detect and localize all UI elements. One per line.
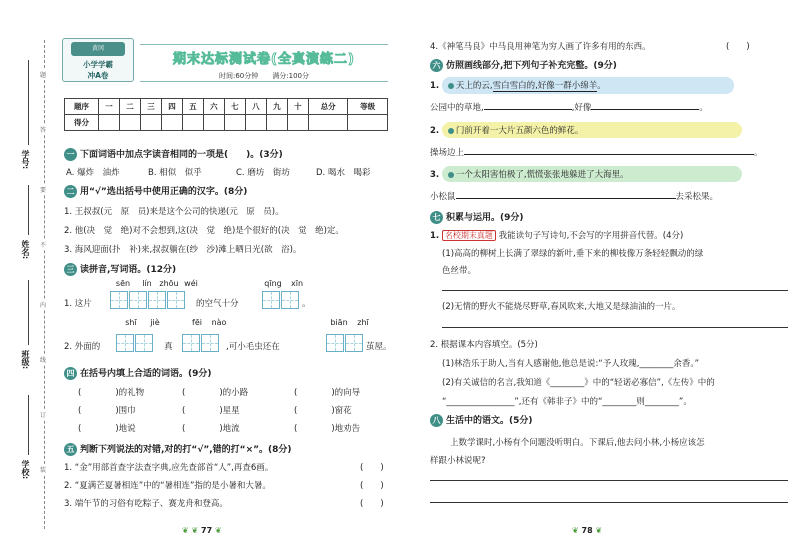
- fill-line-3: [430, 190, 718, 202]
- class-label: 班级:: [21, 350, 30, 370]
- judge-answer[interactable]: ( ): [360, 463, 384, 473]
- sprout-icon: ❦: [595, 526, 603, 535]
- writing-grid[interactable]: [182, 334, 220, 352]
- fill-cell[interactable]: ( )地流: [182, 424, 240, 434]
- exam-meta: 时间:60分钟 满分:100分: [219, 72, 309, 80]
- s3-q1-end: 。: [302, 299, 311, 309]
- cut-mark: 答: [40, 127, 47, 134]
- writing-grid[interactable]: [110, 291, 186, 309]
- writing-grid[interactable]: [262, 291, 300, 309]
- section-badge: 四: [64, 367, 77, 380]
- cut-mark: 内: [40, 302, 47, 309]
- s3-q2-end: 茧屋。: [366, 342, 392, 352]
- cut-mark: 要: [40, 187, 47, 194]
- judge-answer[interactable]: ( ): [360, 481, 384, 491]
- example-highlight: [442, 166, 742, 182]
- score-header: 总分: [308, 99, 348, 115]
- judge-answer[interactable]: ( ): [360, 499, 384, 509]
- score-row: [65, 115, 388, 131]
- binding-line: [44, 40, 45, 529]
- s3-q1-before: 1. 这片: [64, 299, 92, 309]
- fill-prefix: 操场边上: [430, 148, 465, 158]
- writing-grid[interactable]: [326, 334, 364, 352]
- s7-q2c: “________________”,还有《韩非子》中的“________则________”。: [442, 397, 692, 407]
- example-text: 门前开着一大片五颜六色的鲜花。: [455, 126, 584, 136]
- score-header: 四: [161, 99, 182, 115]
- writing-cell[interactable]: [345, 334, 363, 352]
- score-cell[interactable]: [224, 115, 245, 131]
- bullet-icon: [448, 128, 454, 134]
- pinyin: sēn: [115, 279, 131, 288]
- writing-cell[interactable]: [201, 334, 219, 352]
- score-header: 十: [287, 99, 308, 115]
- item-number: 1.: [430, 231, 440, 241]
- score-cell[interactable]: [182, 115, 203, 131]
- fill-end: 。: [754, 148, 763, 158]
- blank-field[interactable]: [464, 154, 754, 155]
- judge-line-2: 2. “夏满芒夏暑相连”中的“暑相连”指的是小暑和大暑。: [64, 481, 271, 491]
- section-6-heading: [430, 58, 617, 72]
- section-2-text: 用“√”选出括号中使用正确的汉字。(8分): [80, 187, 248, 197]
- score-cell[interactable]: [348, 115, 388, 131]
- section-7-heading: [430, 210, 524, 224]
- cut-mark: 题: [40, 72, 47, 79]
- fill-cell[interactable]: ( )星星: [182, 406, 240, 416]
- section-3-heading: [64, 262, 176, 276]
- brand-logo: 黄冈: [71, 42, 125, 56]
- item-number: 3.: [430, 170, 440, 180]
- fill-cell[interactable]: ( )的礼物: [78, 388, 145, 398]
- name-field[interactable]: [28, 185, 29, 235]
- score-header: 九: [266, 99, 287, 115]
- section-badge: 三: [64, 263, 77, 276]
- section-1-text: 下面词语中加点字读音相同的一项是( )。(3分): [80, 150, 283, 160]
- pinyin: xīn: [290, 279, 304, 288]
- option-b: B. 相似 似乎: [148, 168, 202, 178]
- s7-q1b: (2)无情的野火不能烧尽野草,春风吹来,大地又是绿油油的一片。: [442, 302, 681, 312]
- pinyin: nào: [211, 318, 227, 327]
- score-cell[interactable]: [99, 115, 120, 131]
- fill-middle: ,好像: [571, 103, 592, 113]
- bullet-icon: [448, 83, 454, 89]
- score-header: 一: [99, 99, 120, 115]
- score-header: 题序: [65, 99, 99, 115]
- example-underlined: 雪白雪白的,好像一群小绵羊: [492, 81, 598, 91]
- s7-q1a-cont: 色丝带。: [442, 266, 477, 276]
- blank-field[interactable]: [484, 109, 572, 110]
- example-3: [430, 166, 742, 182]
- example-text: 一个太阳害怕极了,慌慌张张地躲进了大海里。: [455, 170, 629, 180]
- fill-end: 。: [699, 103, 708, 113]
- cut-mark: 订: [40, 412, 47, 419]
- s7-q1-text: 我能读句子写诗句,不会写的字用拼音代替。(4分): [498, 231, 684, 241]
- fill-line-2: [430, 146, 763, 158]
- page-number-right: [572, 526, 602, 535]
- section-3-text: 读拼音,写词语。(12分): [80, 265, 177, 275]
- fill-prefix: 小松鼠: [430, 192, 456, 202]
- fill-cell[interactable]: ( )地说: [78, 424, 136, 434]
- writing-cell[interactable]: [182, 334, 200, 352]
- sprout-icon: ❦: [572, 526, 579, 535]
- writing-cell[interactable]: [281, 291, 299, 309]
- score-header-row: [65, 99, 388, 115]
- score-header: 八: [245, 99, 266, 115]
- section-badge: 八: [430, 414, 443, 427]
- score-row-label: 得分: [65, 115, 99, 131]
- q4-text: 4.《神笔马良》中马良用神笔为穷人画了许多有用的东西。: [430, 42, 651, 52]
- section-badge: 二: [64, 185, 77, 198]
- section-4-heading: [64, 366, 212, 380]
- fill-prefix: 公园中的草地,: [430, 103, 484, 113]
- blank-field[interactable]: [591, 109, 699, 110]
- s2-line-2: 2. 他(决 觉 绝)对不会想到,这(决 觉 绝)是个很好的(决 觉 绝)定。: [64, 226, 344, 236]
- brand-line-2: 冲A卷: [87, 71, 109, 80]
- writing-cell[interactable]: [129, 291, 147, 309]
- example-end: 。: [597, 81, 606, 91]
- pinyin: wéi: [184, 279, 198, 288]
- score-header: 六: [203, 99, 224, 115]
- fill-end: 去采松果。: [675, 192, 719, 202]
- name-label: 姓名:: [21, 240, 30, 260]
- section-badge: 一: [64, 148, 77, 161]
- brand-line-1: 小学学霸: [83, 60, 113, 69]
- s7-q2b: (2)有关诚信的名言,我知道《________》中的“轻诺必寡信”,《左传》中的: [442, 378, 715, 388]
- score-cell[interactable]: [140, 115, 161, 131]
- school-label: 学校:: [21, 460, 30, 480]
- score-table: [64, 98, 388, 131]
- answer-line[interactable]: [442, 327, 788, 328]
- right-page: [400, 0, 800, 549]
- s8-paragraph-2: 样跟小林说呢?: [430, 456, 486, 466]
- score-cell[interactable]: [203, 115, 224, 131]
- s7-q1: [430, 229, 683, 241]
- section-6-text: 仿照画线部分,把下列句子补充完整。(9分): [446, 61, 617, 71]
- writing-cell[interactable]: [262, 291, 280, 309]
- fill-cell[interactable]: ( )的小路: [182, 388, 249, 398]
- example-highlight: [442, 77, 734, 94]
- option-c: C. 磨坊 街坊: [236, 168, 290, 178]
- school-field[interactable]: [28, 395, 29, 455]
- binding-gutter: [0, 0, 56, 549]
- answer-line[interactable]: [430, 480, 788, 481]
- section-7-text: 积累与运用。(9分): [446, 213, 524, 223]
- cut-mark: 不: [40, 242, 47, 249]
- pinyin: qīng: [264, 279, 282, 288]
- score-cell[interactable]: [245, 115, 266, 131]
- fill-cell[interactable]: ( )的向导: [294, 388, 361, 398]
- fill-cell[interactable]: ( )地劝告: [294, 424, 361, 434]
- s2-line-1: 1. 王叔叔(元 原 员)来是这个公司的快递(元 原 员)。: [64, 207, 284, 217]
- page-number-left: [182, 526, 222, 535]
- writing-cell[interactable]: [116, 334, 134, 352]
- example-1: [430, 77, 734, 94]
- page-number-text: 78: [581, 526, 593, 535]
- section-8-text: 生活中的语文。(5分): [446, 416, 533, 426]
- score-cell[interactable]: [266, 115, 287, 131]
- judge-answer[interactable]: ( ): [726, 42, 750, 52]
- s8-paragraph-1: 上数学课时,小杨有个问题没听明白。下课后,他去问小林,小杨应该怎: [450, 438, 705, 448]
- section-1-heading: [64, 147, 283, 161]
- pinyin: lín: [142, 279, 152, 288]
- cut-mark: 线: [40, 357, 47, 364]
- option-d: D. 喝水 喝彩: [316, 168, 371, 178]
- s3-q2-middle2: ,可小毛虫还在: [226, 342, 280, 352]
- item-number: 1.: [430, 81, 440, 91]
- option-a: A. 爆炸 油炸: [66, 168, 120, 178]
- example-highlight: [442, 122, 742, 138]
- s2-line-3: 3. 海风迎面(扑 补)来,叔叔躺在(纱 沙)滩上晒日光(欲 浴)。: [64, 245, 302, 255]
- writing-cell[interactable]: [326, 334, 344, 352]
- brand-box: [62, 38, 134, 82]
- score-cell[interactable]: [308, 115, 348, 131]
- writing-cell[interactable]: [110, 291, 128, 309]
- judge-line-3: 3. 端午节的习俗有吃粽子、赛龙舟和登高。: [64, 499, 228, 509]
- score-header: 七: [224, 99, 245, 115]
- title-box: [140, 44, 388, 82]
- pinyin: biān: [330, 318, 348, 327]
- page-number-text: 77: [201, 526, 213, 535]
- fill-cell[interactable]: ( )窗花: [294, 406, 352, 416]
- student-id-field[interactable]: [28, 60, 29, 145]
- blank-field[interactable]: [456, 198, 676, 199]
- score-cell[interactable]: [119, 115, 140, 131]
- item-number: 2.: [430, 126, 440, 136]
- section-5-heading: [64, 442, 292, 456]
- pinyin: zhōu: [159, 279, 179, 288]
- s7-q2: 2. 根据课本内容填空。(5分): [430, 340, 538, 350]
- fill-cell[interactable]: ( )围巾: [78, 406, 136, 416]
- s3-q2-middle1: 真: [164, 342, 173, 352]
- sprout-icon: ❦ ❦: [182, 526, 199, 535]
- page-title: 期末达标测试卷(全真演练二): [173, 52, 355, 67]
- score-cell[interactable]: [287, 115, 308, 131]
- exam-tag: 名校期末真题: [442, 230, 496, 241]
- score-header: 二: [119, 99, 140, 115]
- answer-line[interactable]: [442, 290, 788, 291]
- writing-cell[interactable]: [167, 291, 185, 309]
- judge-line-1: 1. “金”用部首查字法查字典,应先查部首“人”,再查6画。: [64, 463, 274, 473]
- fill-line-1: [430, 101, 708, 113]
- score-header: 三: [140, 99, 161, 115]
- s3-q2-before: 2. 外面的: [64, 342, 101, 352]
- s7-q1a: (1)高高的柳树上长满了翠绿的新叶,垂下来的柳枝像万条轻轻飘动的绿: [442, 249, 704, 259]
- pinyin: shī: [125, 318, 137, 327]
- writing-grid[interactable]: [116, 334, 154, 352]
- s3-q1-middle: 的空气十分: [196, 299, 239, 309]
- section-4-text: 在括号内填上合适的词语。(9分): [80, 369, 212, 379]
- answer-line[interactable]: [430, 502, 788, 503]
- student-id-label: 学号:: [21, 150, 30, 170]
- writing-cell[interactable]: [135, 334, 153, 352]
- class-field[interactable]: [28, 280, 29, 345]
- section-badge: 五: [64, 443, 77, 456]
- example-prefix: 天上的云,: [455, 81, 493, 91]
- score-cell[interactable]: [161, 115, 182, 131]
- writing-cell[interactable]: [148, 291, 166, 309]
- section-badge: 六: [430, 59, 443, 72]
- section-badge: 七: [430, 211, 443, 224]
- cut-mark: 装: [40, 467, 47, 474]
- section-8-heading: [430, 413, 533, 427]
- pinyin: fēi: [192, 318, 202, 327]
- sprout-icon: ❦: [214, 526, 222, 535]
- score-header: 五: [182, 99, 203, 115]
- section-2-heading: [64, 184, 247, 198]
- example-2: [430, 122, 742, 138]
- pinyin: jiè: [150, 318, 160, 327]
- section-5-text: 判断下列说法的对错,对的打“√”,错的打“×”。(8分): [80, 445, 292, 455]
- s7-q2a: (1)林浩乐于助人,当有人感谢他,他总是说:“予人玫瑰,________余香。”: [442, 359, 700, 369]
- bullet-icon: [448, 172, 454, 178]
- score-header: 等级: [348, 99, 388, 115]
- pinyin: zhī: [357, 318, 369, 327]
